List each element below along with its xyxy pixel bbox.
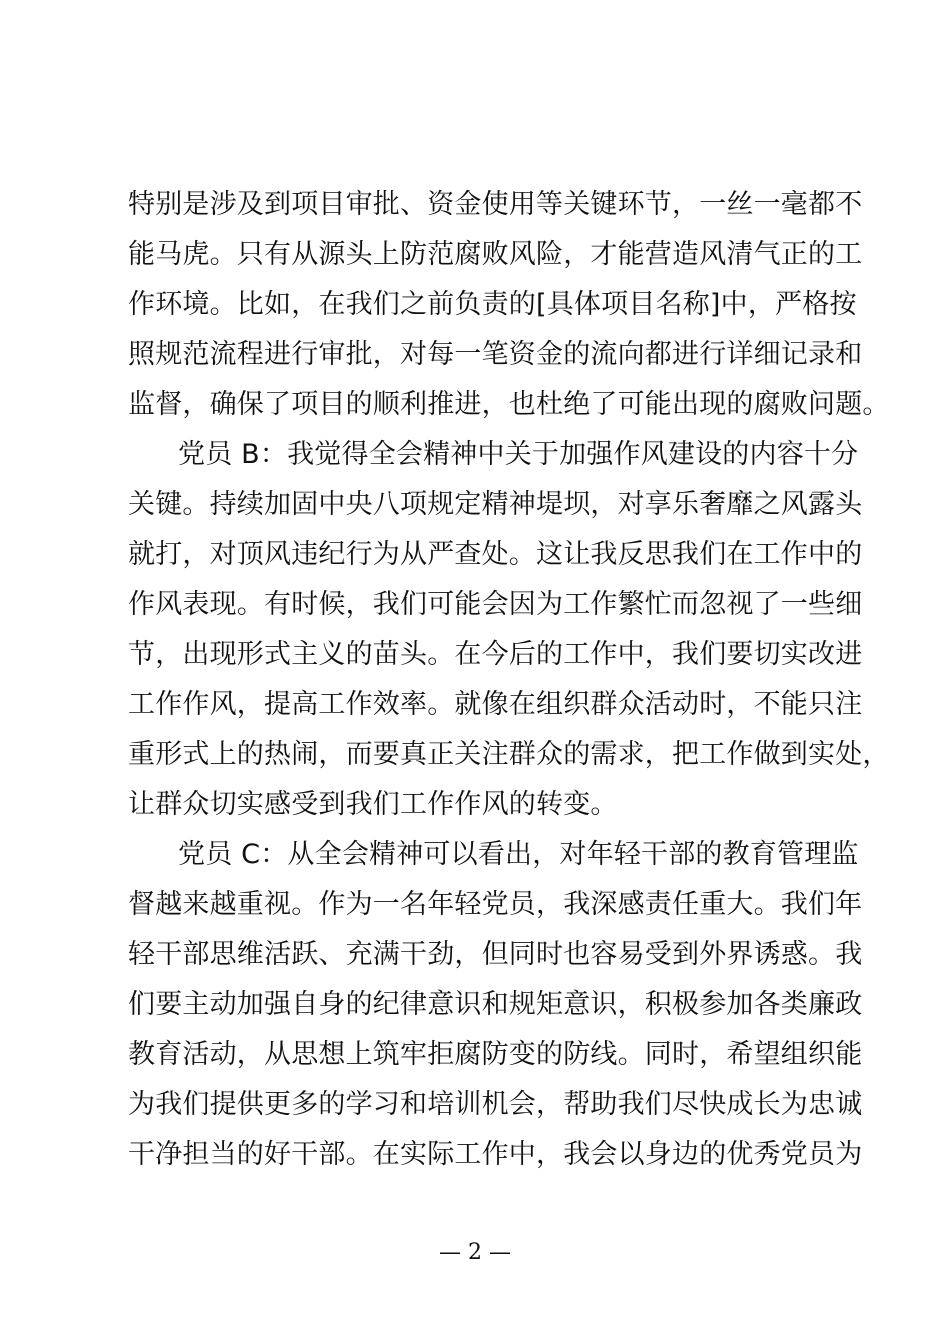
text-line: 轻干部思维活跃、充满干劲，但同时也容易受到外界诱惑。我 [128, 939, 863, 970]
text-line: 督越来越重视。作为一名年轻党员，我深感责任重大。我们年 [128, 889, 863, 920]
text-line: 们要主动加强自身的纪律意识和规矩意识，积极参加各类廉政 [128, 989, 863, 1020]
text-line: 照规范流程进行审批，对每一笔资金的流向都进行详细记录和 [128, 339, 863, 370]
paragraph-start-line: 党员 B：我觉得全会精神中关于加强作风建设的内容十分 [178, 439, 859, 470]
document-body [128, 180, 890, 1180]
page-number: — 2 — [439, 1240, 511, 1265]
text-line: 能马虎。只有从源头上防范腐败风险，才能营造风清气正的工 [128, 239, 863, 270]
text-line: 工作作风，提高工作效率。就像在组织群众活动时，不能只注 [128, 689, 863, 720]
text-line: 作风表现。有时候，我们可能会因为工作繁忙而忽视了一些细 [128, 589, 863, 620]
text-line: 特别是涉及到项目审批、资金使用等关键环节，一丝一毫都不 [128, 189, 863, 220]
text-line: 就打，对顶风违纪行为从严查处。这让我反思我们在工作中的 [128, 539, 863, 570]
paragraph-start-line: 党员 C：从全会精神可以看出，对年轻干部的教育管理监 [178, 839, 859, 870]
text-line: 作环境。比如，在我们之前负责的[具体项目名称]中，严格按 [128, 289, 857, 320]
text-line: 教育活动，从思想上筑牢拒腐防变的防线。同时，希望组织能 [128, 1039, 863, 1070]
text-line: 为我们提供更多的学习和培训机会，帮助我们尽快成长为忠诚 [128, 1089, 863, 1120]
text-line: 干净担当的好干部。在实际工作中，我会以身边的优秀党员为 [128, 1139, 863, 1170]
text-line: 节，出现形式主义的苗头。在今后的工作中，我们要切实改进 [128, 639, 863, 670]
text-line: 让群众切实感受到我们工作作风的转变。 [128, 789, 618, 820]
text-line: 重形式上的热闹，而要真正关注群众的需求，把工作做到实处， [128, 739, 890, 770]
text-line: 关键。持续加固中央八项规定精神堤坝，对享乐奢靡之风露头 [128, 489, 863, 520]
text-line: 监督，确保了项目的顺利推进，也杜绝了可能出现的腐败问题。 [128, 389, 890, 420]
